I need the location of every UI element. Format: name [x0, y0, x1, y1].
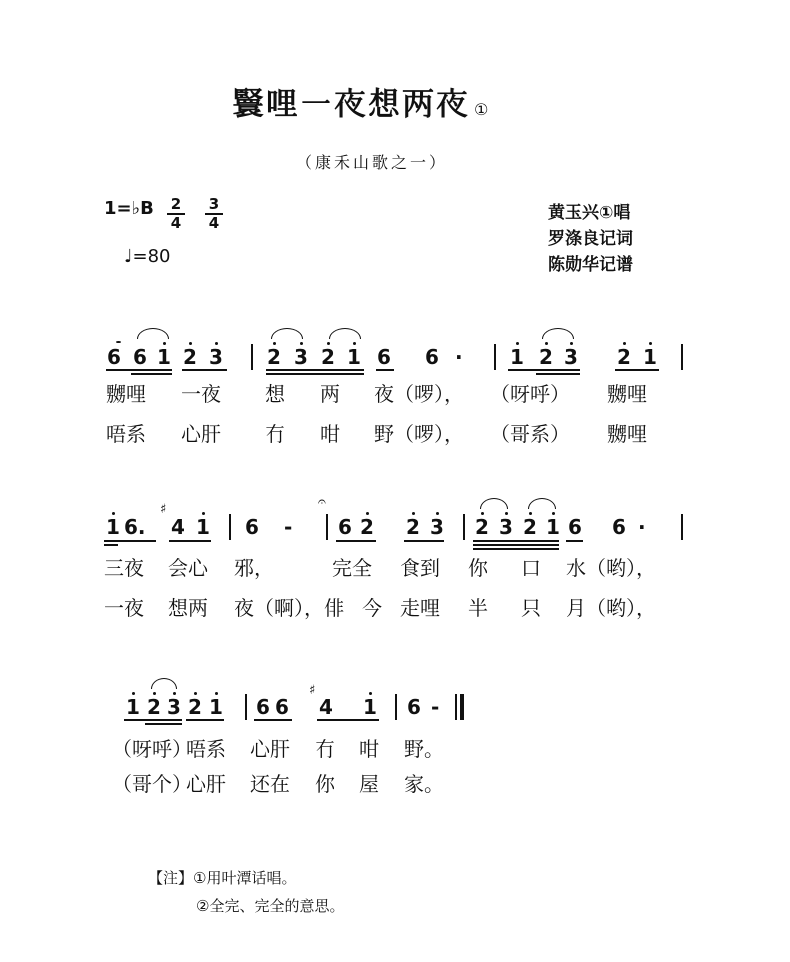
lyric: 咁: [320, 422, 340, 446]
time-signature-2-4: [167, 196, 185, 232]
footnotes: [148, 864, 344, 920]
note: 3: [294, 345, 308, 369]
lyric: 冇: [315, 737, 335, 761]
underline: [145, 723, 182, 725]
lyric: 水（哟），: [566, 556, 656, 580]
dash: -: [431, 695, 440, 719]
credits: [548, 200, 633, 278]
underline: [182, 369, 227, 371]
note: 6: [407, 695, 421, 719]
note: 2: [360, 515, 374, 539]
tempo-marking: ♩=80: [124, 246, 171, 267]
note-dot: ·: [638, 515, 646, 539]
lyric: 嬲哩: [106, 382, 146, 406]
dot: [516, 342, 519, 345]
note: 3: [499, 515, 513, 539]
note: 1: [510, 345, 524, 369]
barline: [494, 344, 496, 370]
footnote-2: ②全完、完全的意思。: [196, 897, 345, 915]
dot: [300, 342, 303, 345]
lyric: 心肝: [186, 772, 226, 796]
slur: [542, 328, 574, 339]
note: 6: [425, 345, 439, 369]
ts-den: 4: [170, 214, 182, 232]
dot: [132, 692, 135, 695]
dot: [194, 692, 197, 695]
underline: [104, 544, 118, 546]
ts-num: 3: [205, 196, 223, 215]
lyric: 野。: [404, 737, 444, 761]
slur: [528, 498, 556, 509]
note: 6: [275, 695, 289, 719]
final-barline: [455, 694, 457, 720]
lyric: 唔系: [106, 422, 146, 446]
dot: [412, 512, 415, 515]
underline: [566, 540, 583, 542]
lyric: 家。: [404, 772, 444, 796]
dot: [366, 512, 369, 515]
underline: [317, 719, 379, 721]
lyric: 咁: [359, 737, 379, 761]
note: 2: [321, 345, 335, 369]
note: 1: [106, 515, 120, 539]
lyric: 心肝: [250, 737, 290, 761]
note: 1: [126, 695, 140, 719]
lyric: 你: [468, 556, 488, 580]
singer-credit: 黄玉兴①唱: [548, 203, 631, 223]
underline: [336, 540, 376, 542]
note: 1: [157, 345, 171, 369]
slur: [137, 328, 169, 339]
ts-num: 2: [167, 196, 185, 215]
lyrics-credit: 罗涤良记词: [548, 229, 633, 249]
lyric: 走哩: [400, 596, 440, 620]
dot: [153, 692, 156, 695]
dot: [353, 342, 356, 345]
dot: [529, 512, 532, 515]
lyric: 邪，: [234, 556, 274, 580]
lyric: 嬲哩: [607, 382, 647, 406]
note: 1: [643, 345, 657, 369]
dot: [173, 692, 176, 695]
barline: [463, 514, 465, 540]
note: 3: [209, 345, 223, 369]
note: 3: [564, 345, 578, 369]
lyric: 你: [315, 772, 335, 796]
dot: [215, 692, 218, 695]
underline: [266, 373, 364, 375]
lyric: 完全: [332, 556, 372, 580]
note: 2: [523, 515, 537, 539]
note: 2: [267, 345, 281, 369]
slur: [151, 678, 177, 689]
barline: [245, 694, 247, 720]
fermata-icon: 𝄐: [318, 494, 326, 510]
lyric: 半: [468, 596, 488, 620]
note: 1: [363, 695, 377, 719]
lyric: 心肝: [181, 422, 221, 446]
lyric: 口: [521, 556, 541, 580]
underline: [615, 369, 659, 371]
underline: [169, 540, 211, 542]
lyric: 夜（啊），俳: [234, 596, 344, 620]
note: 6: [612, 515, 626, 539]
underline: [376, 369, 394, 371]
barline: [229, 514, 231, 540]
notation-credit: 陈勋华记谱: [548, 255, 633, 275]
note: 6: [338, 515, 352, 539]
underline: [404, 540, 444, 542]
underline: [473, 540, 559, 542]
barline: [681, 344, 683, 370]
note: 6: [107, 345, 121, 369]
underline: [254, 719, 292, 721]
lyric: 想两: [168, 596, 208, 620]
dot: [649, 342, 652, 345]
lyric: 唔系: [186, 737, 226, 761]
dot: [327, 342, 330, 345]
lyric: （哥系）: [490, 422, 570, 446]
lyric: 一夜: [181, 382, 221, 406]
note: 6.: [124, 515, 146, 539]
footnote-text: ①用叶潭话唱。: [193, 869, 297, 887]
note: 2: [183, 345, 197, 369]
lyric: 今: [362, 596, 382, 620]
note: 2: [617, 345, 631, 369]
lyric: 想: [265, 382, 285, 406]
underline: [508, 369, 580, 371]
note: 1: [347, 345, 361, 369]
dot: [552, 512, 555, 515]
underline: [186, 719, 224, 721]
lyric: 夜（啰），: [374, 382, 464, 406]
underline: [131, 373, 172, 375]
time-signature-3-4: [205, 196, 223, 232]
dot: [189, 342, 192, 345]
lyric: 只: [521, 596, 541, 620]
dash: -: [284, 515, 293, 539]
sharp-icon: ♯: [309, 683, 316, 698]
note: 1: [209, 695, 223, 719]
slur: [480, 498, 508, 509]
note: 1: [546, 515, 560, 539]
lyric: 冇: [265, 422, 285, 446]
slur: [329, 328, 361, 339]
subtitle: （康禾山歌之一）: [296, 153, 449, 172]
dot: [116, 341, 121, 343]
dot: [436, 512, 439, 515]
note: 6: [133, 345, 147, 369]
lyric: 会心: [168, 556, 208, 580]
lyric: 一夜: [104, 596, 144, 620]
note: 3: [167, 695, 181, 719]
underline: [473, 544, 559, 546]
sharp-icon: ♯: [160, 502, 167, 517]
lyric: 嬲哩: [607, 422, 647, 446]
underline: [266, 369, 364, 371]
note: 6: [377, 345, 391, 369]
key-signature: 1=♭B: [104, 198, 154, 219]
note: 2: [188, 695, 202, 719]
underline: [124, 719, 182, 721]
barline: [326, 514, 328, 540]
barline: [251, 344, 253, 370]
note: 2: [539, 345, 553, 369]
dot: [369, 692, 372, 695]
dot: [163, 342, 166, 345]
lyric: 屋: [359, 772, 379, 796]
ts-den: 4: [208, 214, 220, 232]
lyric: （哥个）: [112, 772, 192, 796]
underline: [473, 548, 559, 550]
lyric: 月（哟），: [566, 596, 656, 620]
lyric: 两: [320, 382, 340, 406]
dot: [481, 512, 484, 515]
note: 3: [430, 515, 444, 539]
note: 1: [196, 515, 210, 539]
underline: [536, 373, 580, 375]
lyric: 三夜: [104, 556, 144, 580]
final-barline-thick: [460, 694, 464, 720]
dot: [545, 342, 548, 345]
lyric: 还在: [250, 772, 290, 796]
dot: [623, 342, 626, 345]
dot: [505, 512, 508, 515]
barline: [681, 514, 683, 540]
dot: [215, 342, 218, 345]
note-dot: ·: [455, 345, 463, 369]
title-footnote-mark: ①: [474, 100, 491, 119]
note: 2: [147, 695, 161, 719]
dot: [202, 512, 205, 515]
lyric: 野（啰），: [374, 422, 464, 446]
song-title: [232, 84, 490, 123]
note: 2: [475, 515, 489, 539]
slur: [271, 328, 303, 339]
underline: [104, 540, 156, 542]
dot: [112, 512, 115, 515]
footnote-label: 【注】: [148, 869, 194, 887]
note: 6: [245, 515, 259, 539]
note: 2: [406, 515, 420, 539]
footnote-1: [148, 864, 344, 892]
dot: [570, 342, 573, 345]
lyric: （呀呼）: [490, 382, 570, 406]
title-text: 𦣴哩一夜想两夜: [232, 85, 471, 123]
note: 4: [171, 515, 185, 539]
note: 4: [319, 695, 333, 719]
lyric: 食到: [400, 556, 440, 580]
note: 6: [256, 695, 270, 719]
note: 6: [568, 515, 582, 539]
underline: [106, 369, 172, 371]
dot: [273, 342, 276, 345]
lyric: （呀呼）: [112, 737, 192, 761]
barline: [395, 694, 397, 720]
